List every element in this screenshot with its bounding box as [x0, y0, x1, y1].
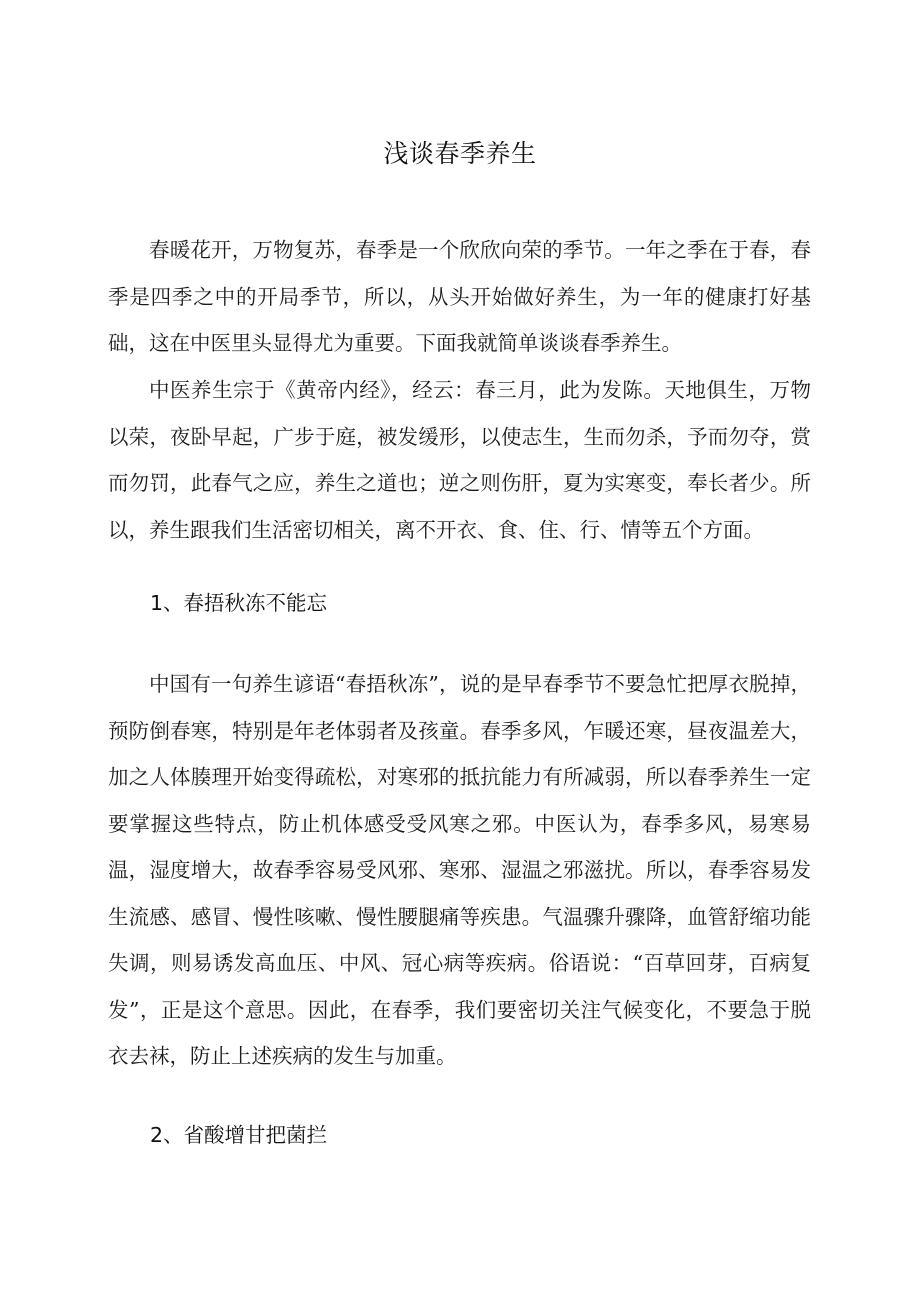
intro-paragraph: 春暖花开，万物复苏，春季是一个欣欣向荣的季节。一年之季在于春，春季是四季之中的开局季节，所以，从头开始做好养生，为一年的健康打好基础，这在中医里头显得尤为重要。下面我就简单谈谈春季养生。: [108, 238, 811, 355]
page-title: 浅谈春季养生: [383, 139, 537, 168]
section-heading-2: 2、省酸增甘把菌拦: [150, 1123, 328, 1147]
section-heading-1: 1、春捂秋冻不能忘: [150, 591, 328, 615]
classic-paragraph: 中医养生宗于《黄帝内经》，经云：春三月，此为发陈。天地俱生，万物以荣，夜卧早起，广步于庭，被发缓形，以使志生，生而勿杀，予而勿夺，赏而勿罚，此春气之应，养生之道也；逆之则伤肝，夏为实寒变，奉长者少。所以，养生跟我们生活密切相关，离不开衣、食、住、行、情等五个方面。: [108, 378, 811, 542]
section-1-paragraph: 中国有一句养生谚语“春捂秋冻”，说的是早春季节不要急忙把厚衣脱掉，预防倒春寒，特别是年老体弱者及孩童。春季多风，乍暖还寒，昼夜温差大，加之人体腠理开始变得疏松，对寒邪的抵抗能力有所减弱，所以春季养生一定要掌握这些特点，防止机体感受受风寒之邪。中医认为，春季多风，易寒易温，湿度增大，故春季容易受风邪、寒邪、湿温之邪滋扰。所以，春季容易发生流感、感冒、慢性咳嗽、慢性腰腿痛等疾患。气温骤升骤降，血管舒缩功能失调，则易诱发高血压、中风、冠心病等疾病。俗语说：“百草回芽，百病复发”，正是这个意思。因此，在春季，我们要密切关注气候变化，不要急于脱衣去袜，防止上述疾病的发生与加重。: [108, 672, 811, 1068]
